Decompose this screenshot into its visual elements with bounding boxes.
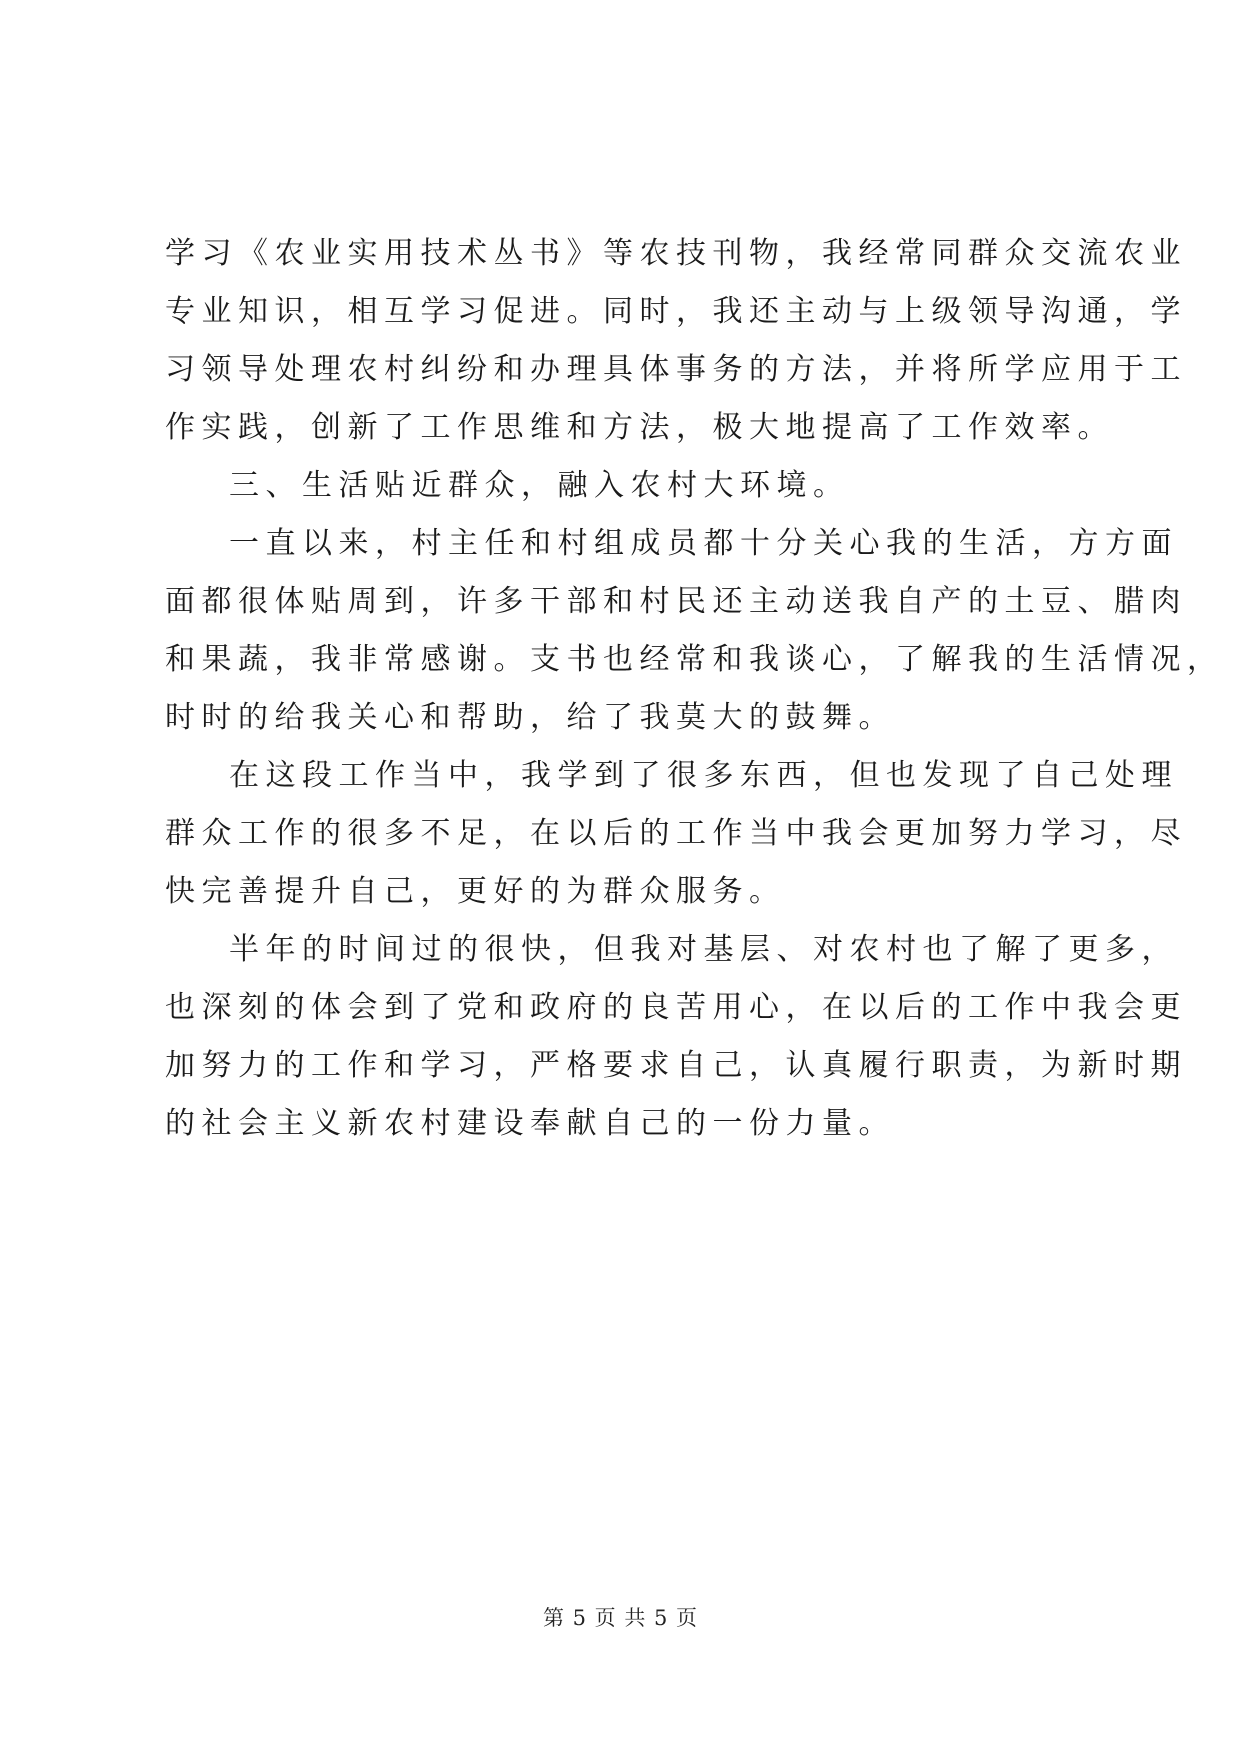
- text-line: 群众工作的很多不足，在以后的工作当中我会更加努力学习，尽: [165, 816, 1187, 851]
- text-line: 也深刻的体会到了党和政府的良苦用心，在以后的工作中我会更: [165, 990, 1187, 1025]
- text-line: 学习《农业实用技术丛书》等农技刊物，我经常同群众交流农业: [165, 236, 1187, 271]
- text-line: 和果蔬，我非常感谢。支书也经常和我谈心，了解我的生活情况，: [165, 642, 1224, 677]
- text-line: 习领导处理农村纠纷和办理具体事务的方法，并将所学应用于工: [165, 352, 1187, 387]
- document-body: [165, 225, 1224, 1153]
- section-heading: 三、生活贴近群众，融入农村大环境。: [229, 468, 850, 503]
- text-line: 的社会主义新农村建设奉献自己的一份力量。: [165, 1106, 895, 1141]
- text-line: 半年的时间过的很快，但我对基层、对农村也了解了更多，: [229, 932, 1178, 967]
- text-line: 作实践，创新了工作思维和方法，极大地提高了工作效率。: [165, 410, 1114, 445]
- page-number-footer: 第 5 页 共 5 页: [542, 1606, 699, 1630]
- text-line: 快完善提升自己，更好的为群众服务。: [165, 874, 786, 909]
- text-line: 面都很体贴周到，许多干部和村民还主动送我自产的土豆、腊肉: [165, 584, 1187, 619]
- text-line: 加努力的工作和学习，严格要求自己，认真履行职责，为新时期: [165, 1048, 1187, 1083]
- text-line: 时时的给我关心和帮助，给了我莫大的鼓舞。: [165, 700, 895, 735]
- text-line: 一直以来，村主任和村组成员都十分关心我的生活，方方面: [229, 526, 1178, 561]
- text-line: 在这段工作当中，我学到了很多东西，但也发现了自己处理: [229, 758, 1178, 793]
- text-line: 专业知识，相互学习促进。同时，我还主动与上级领导沟通，学: [165, 294, 1187, 329]
